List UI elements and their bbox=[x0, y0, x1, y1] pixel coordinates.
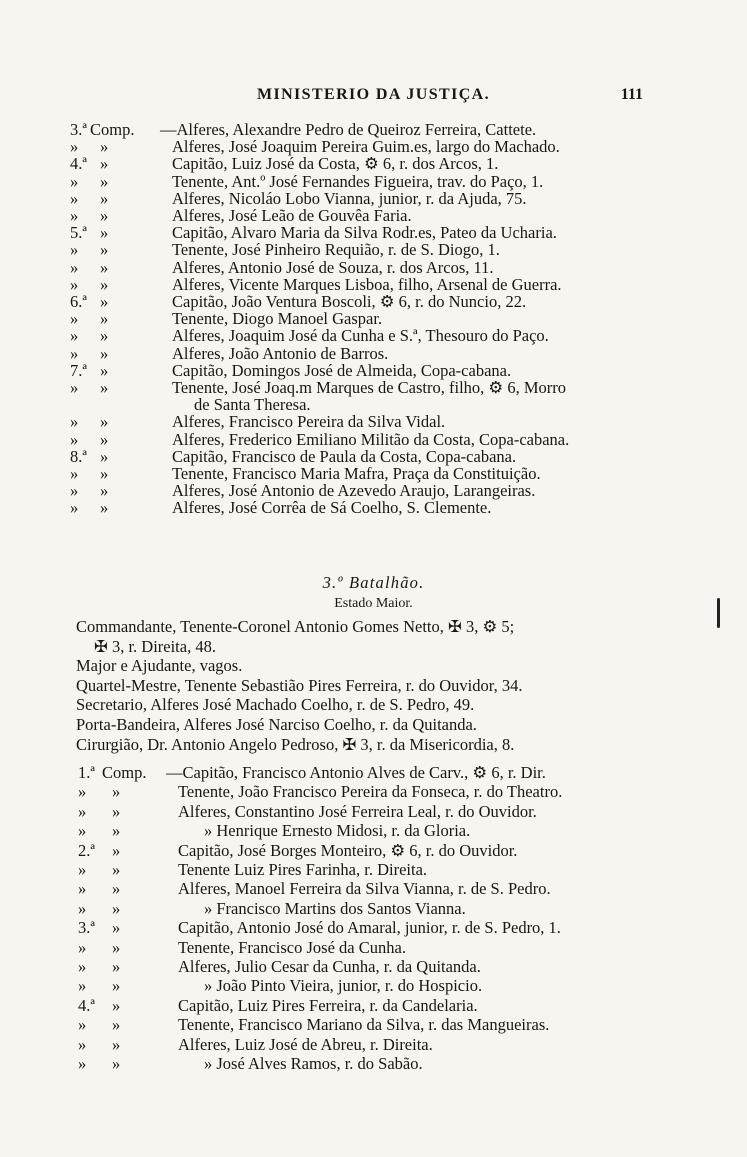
section2-row bbox=[0, 782, 747, 801]
company-ditto: » bbox=[112, 840, 121, 860]
company-number: » bbox=[78, 860, 87, 879]
officer-entry: Alferes, Antonio José de Souza, r. dos Arcos, 11. bbox=[172, 257, 494, 277]
officer-entry: Capitão, Alvaro Maria da Silva Rodr.es, Pateo da Ucharia. bbox=[172, 223, 557, 243]
company-number: » bbox=[78, 879, 87, 899]
company-number: 2.ª bbox=[78, 840, 95, 860]
company-number: » bbox=[70, 240, 79, 260]
company-number: » bbox=[70, 481, 79, 501]
staff-title: Estado Maior. bbox=[334, 596, 413, 611]
officer-entry: Alferes, João Antonio de Barros. bbox=[172, 343, 389, 363]
section1-row bbox=[0, 172, 747, 191]
company-ditto: » bbox=[100, 412, 109, 432]
section2-row bbox=[0, 841, 747, 860]
company-number: » bbox=[78, 937, 87, 957]
section1-row bbox=[0, 447, 747, 466]
company-number: » bbox=[70, 343, 79, 363]
company-ditto: » bbox=[100, 171, 109, 191]
company-ditto: » bbox=[100, 378, 109, 397]
officer-entry: —Alferes, Alexandre Pedro de Queiroz Ferreira, Cattete. bbox=[160, 120, 537, 139]
officer-entry: Tenente, José Pinheiro Requião, r. de S. Diogo, 1. bbox=[172, 240, 500, 260]
staff-entry: Porta-Bandeira, Alferes José Narciso Coelho, r. da Quitanda. bbox=[76, 715, 477, 734]
section2-row bbox=[0, 763, 747, 782]
company-number: » bbox=[70, 171, 79, 191]
section2-row bbox=[0, 879, 747, 898]
section2-row bbox=[0, 860, 747, 879]
officer-entry: de Santa Theresa. bbox=[194, 395, 311, 415]
company-ditto: » bbox=[112, 976, 121, 996]
staff-entry: Secretario, Alferes José Machado Coelho, r. de S. Pedro, 49. bbox=[76, 695, 475, 715]
section1-row bbox=[0, 326, 747, 345]
officer-entry: Tenente, Francisco Mariano da Silva, r. das Mangueiras. bbox=[178, 1015, 550, 1035]
officer-entry: Tenente, Diogo Manoel Gaspar. bbox=[172, 309, 383, 329]
company-ditto: » bbox=[112, 995, 121, 1015]
company-number: 8.ª bbox=[70, 446, 87, 466]
officer-entry: Capitão, Francisco de Paula da Costa, Copa-cabana. bbox=[172, 446, 517, 466]
officer-entry: Alferes, José Joaquim Pereira Guim.es, largo do Machado. bbox=[172, 137, 560, 157]
officer-entry: » João Pinto Vieira, junior, r. do Hospicio. bbox=[204, 976, 483, 996]
officer-entry: Capitão, Luiz José da Costa, ⚙ 6, r. dos Arcos, 1. bbox=[172, 154, 499, 174]
company-ditto: » bbox=[100, 223, 109, 243]
company-ditto: » bbox=[112, 898, 121, 918]
company-number: » bbox=[78, 957, 87, 976]
company-number: » bbox=[70, 137, 79, 157]
company-ditto: » bbox=[112, 801, 121, 821]
company-number: » bbox=[70, 498, 79, 518]
company-ditto: » bbox=[100, 343, 109, 363]
officer-entry: —Capitão, Francisco Antonio Alves de Carv., ⚙ 6, r. Dir. bbox=[166, 763, 546, 782]
section2-row bbox=[0, 899, 747, 918]
company-ditto: » bbox=[100, 274, 109, 294]
officer-entry: Capitão, José Borges Monteiro, ⚙ 6, r. do Ouvidor. bbox=[178, 840, 518, 860]
company-number: » bbox=[70, 274, 79, 294]
section1-row bbox=[0, 258, 747, 277]
company-ditto: » bbox=[112, 860, 121, 879]
company-ditto: » bbox=[112, 957, 121, 976]
officer-entry: Capitão, Antonio José do Amaral, junior, r. de S. Pedro, 1. bbox=[178, 918, 561, 938]
officer-entry: Tenente, Francisco José da Cunha. bbox=[178, 937, 406, 957]
company-number: » bbox=[78, 1015, 87, 1035]
staff-entry: Quartel-Mestre, Tenente Sebastião Pires Ferreira, r. do Ouvidor, 34. bbox=[76, 675, 523, 695]
company-ditto: » bbox=[112, 879, 121, 899]
officer-entry: Capitão, Luiz Pires Ferreira, r. da Candelaria. bbox=[178, 995, 478, 1015]
officer-entry: Alferes, Joaquim José da Cunha e S.ª, Thesouro do Paço. bbox=[172, 326, 549, 346]
company-number: » bbox=[70, 464, 79, 483]
company-ditto: » bbox=[100, 257, 109, 277]
section1-row bbox=[0, 120, 747, 139]
company-ditto: » bbox=[112, 821, 121, 841]
section2-row bbox=[0, 1015, 747, 1034]
page-header bbox=[0, 86, 747, 112]
officer-entry: Capitão, João Ventura Boscoli, ⚙ 6, r. do Nuncio, 22. bbox=[172, 292, 527, 311]
company-number: 5.ª bbox=[70, 223, 87, 243]
company-number: » bbox=[78, 898, 87, 918]
company-ditto: » bbox=[112, 1015, 121, 1035]
section2-row bbox=[0, 1035, 747, 1054]
officer-entry: Tenente, Ant.º José Fernandes Figueira, trav. do Paço, 1. bbox=[172, 171, 544, 191]
officer-entry: » Francisco Martins dos Santos Vianna. bbox=[204, 898, 466, 918]
company-ditto: » bbox=[100, 240, 109, 260]
officer-entry: Tenente, Francisco Maria Mafra, Praça da Constituição. bbox=[172, 464, 541, 483]
company-number: 4.ª bbox=[78, 995, 95, 1015]
company-number: » bbox=[70, 378, 79, 397]
company-number: » bbox=[70, 412, 79, 432]
officer-entry: Alferes, José Corrêa de Sá Coelho, S. Clemente. bbox=[172, 498, 492, 518]
company-ditto: » bbox=[112, 1034, 121, 1054]
company-number: » bbox=[78, 821, 87, 841]
company-number: » bbox=[70, 326, 79, 346]
officer-entry: » José Alves Ramos, r. do Sabão. bbox=[204, 1054, 423, 1073]
company-ditto: Comp. bbox=[102, 763, 147, 782]
section1-row bbox=[0, 189, 747, 208]
staff-entry: Major e Ajudante, vagos. bbox=[76, 656, 243, 676]
company-ditto: » bbox=[100, 326, 109, 346]
section1-row bbox=[0, 378, 747, 397]
staff-entry: ✠ 3, r. Direita, 48. bbox=[94, 636, 216, 656]
company-ditto: » bbox=[100, 206, 109, 225]
company-ditto: » bbox=[100, 429, 109, 449]
company-number: » bbox=[70, 206, 79, 225]
company-ditto: » bbox=[112, 937, 121, 957]
section1-row bbox=[0, 344, 747, 363]
section1-row bbox=[0, 395, 747, 414]
section2-row bbox=[0, 802, 747, 821]
section2-row bbox=[0, 957, 747, 976]
margin-mark bbox=[717, 598, 720, 628]
company-number: » bbox=[78, 1034, 87, 1054]
section2-row bbox=[0, 821, 747, 840]
company-ditto: » bbox=[100, 309, 109, 329]
company-ditto: » bbox=[100, 188, 109, 208]
company-number: 3.ª bbox=[78, 918, 95, 938]
officer-entry: Alferes, Frederico Emiliano Militão da Costa, Copa-cabana. bbox=[172, 429, 570, 449]
officer-entry: Tenente Luiz Pires Farinha, r. Direita. bbox=[178, 860, 428, 879]
company-ditto: » bbox=[100, 498, 109, 518]
officer-entry: Alferes, Francisco Pereira da Silva Vidal. bbox=[172, 412, 446, 432]
officer-entry: Alferes, Luiz José de Abreu, r. Direita. bbox=[178, 1034, 433, 1054]
staff-entry: Cirurgião, Dr. Antonio Angelo Pedroso, ✠ 3, r. da Misericordia, 8. bbox=[76, 734, 515, 754]
company-ditto: » bbox=[100, 464, 109, 483]
section1-row bbox=[0, 240, 747, 259]
section1-row bbox=[0, 206, 747, 225]
section2-row bbox=[0, 996, 747, 1015]
company-number: » bbox=[70, 257, 79, 277]
officer-entry: Alferes, Manoel Ferreira da Silva Vianna, r. de S. Pedro. bbox=[178, 879, 551, 899]
battalion-title: 3.º Batalhão. bbox=[322, 573, 425, 592]
company-number: » bbox=[78, 801, 87, 821]
section1-row bbox=[0, 275, 747, 294]
company-number: » bbox=[78, 1054, 87, 1073]
company-number: 6.ª bbox=[70, 292, 87, 311]
section1-row bbox=[0, 292, 747, 311]
section1-row bbox=[0, 412, 747, 431]
officer-entry: Alferes, Julio Cesar da Cunha, r. da Quitanda. bbox=[178, 957, 481, 976]
officer-entry: Tenente, José Joaq.m Marques de Castro, filho, ⚙ 6, Morro bbox=[172, 378, 566, 397]
company-number: » bbox=[78, 782, 87, 802]
page-number: 111 bbox=[620, 86, 643, 103]
company-ditto: » bbox=[112, 782, 121, 802]
section1-row bbox=[0, 361, 747, 380]
officer-entry: Capitão, Domingos José de Almeida, Copa-cabana. bbox=[172, 360, 512, 380]
officer-entry: » Henrique Ernesto Midosi, r. da Gloria. bbox=[204, 821, 471, 841]
company-number: 1.ª bbox=[78, 763, 95, 782]
company-number: 4.ª bbox=[70, 154, 87, 174]
section1-row bbox=[0, 154, 747, 173]
company-number: 3.ª bbox=[70, 120, 87, 139]
company-ditto: » bbox=[112, 1054, 121, 1073]
company-ditto: » bbox=[100, 154, 109, 174]
section1-row bbox=[0, 309, 747, 328]
officer-entry: Alferes, Nicoláo Lobo Vianna, junior, r. da Ajuda, 75. bbox=[172, 188, 527, 208]
company-ditto: » bbox=[100, 292, 109, 311]
company-number: » bbox=[70, 429, 79, 449]
staff-entry: Commandante, Tenente-Coronel Antonio Gomes Netto, ✠ 3, ⚙ 5; bbox=[76, 617, 515, 636]
company-number: » bbox=[78, 976, 87, 996]
section1-row bbox=[0, 464, 747, 483]
section1-row bbox=[0, 137, 747, 156]
company-number: » bbox=[70, 309, 79, 329]
company-ditto: » bbox=[100, 137, 109, 157]
section1-row bbox=[0, 498, 747, 517]
company-ditto: » bbox=[100, 481, 109, 501]
section1-row bbox=[0, 481, 747, 500]
company-ditto: » bbox=[100, 446, 109, 466]
page-title: MINISTERIO DA JUSTIÇA. bbox=[256, 86, 491, 103]
company-number: 7.ª bbox=[70, 360, 87, 380]
section2-row bbox=[0, 938, 747, 957]
section1-row bbox=[0, 430, 747, 449]
section2-row bbox=[0, 1054, 747, 1073]
company-ditto: » bbox=[112, 918, 121, 938]
officer-entry: Tenente, João Francisco Pereira da Fonseca, r. do Theatro. bbox=[178, 782, 563, 802]
company-ditto: » bbox=[100, 360, 109, 380]
section2-row bbox=[0, 976, 747, 995]
officer-entry: Alferes, José Antonio de Azevedo Araujo, Larangeiras. bbox=[172, 481, 536, 501]
section2-row bbox=[0, 918, 747, 937]
company-ditto: Comp. bbox=[90, 120, 135, 139]
officer-entry: Alferes, Constantino José Ferreira Leal, r. do Ouvidor. bbox=[178, 801, 537, 821]
officer-entry: Alferes, José Leão de Gouvêa Faria. bbox=[172, 206, 412, 225]
company-number: » bbox=[70, 188, 79, 208]
section1-row bbox=[0, 223, 747, 242]
officer-entry: Alferes, Vicente Marques Lisboa, filho, Arsenal de Guerra. bbox=[172, 274, 562, 294]
